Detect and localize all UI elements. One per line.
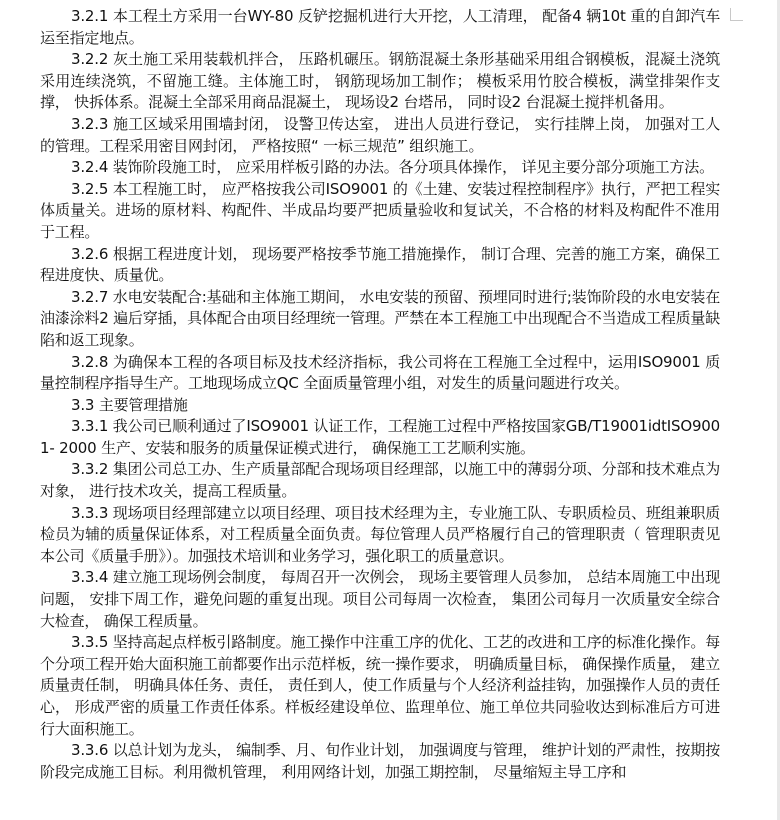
paragraph-3-3-1: 3.3.1 我公司已顺利通过了ISO9001 认证工作，工程施工过程中严格按国家GB/T19001idtISO9001- 2000 生产、安装和服务的质量保证模式进行， 确保施工工艺顺利实施。: [40, 417, 720, 457]
section-heading-3-3: 3.3 主要管理措施: [71, 395, 188, 414]
paragraph-3-2-3: 3.2.3 施工区域采用围墙封闭， 设警卫传达室， 进出人员进行登记， 实行挂牌上岗， 加强对工人的管理。工程采用密目网封闭， 严格按照“ 一标三规范” 组织施工。: [40, 114, 720, 155]
paragraph-3-3-6: 3.3.6 以总计划为龙头， 编制季、月、旬作业计划， 加强调度与管理， 维护计划的严肃性，按期按阶段完成施工目标。利用微机管理， 利用网络计划，加强工期控制， 尽量缩短主导工序和: [40, 741, 720, 781]
paragraph-3-3-4: 3.3.4 建立施工现场例会制度， 每周召开一次例会， 现场主要管理人员参加， 总结本周施工中出现问题， 安排下周工作，避免问题的重复出现。项目公司每周一次检查， 集团公司每月一次质量安全综合大检查， 确保工程质量。: [40, 568, 720, 630]
paragraph-3-3-5: 3.3.5 坚持高起点样板引路制度。施工操作中注重工序的优化、工艺的改进和工序的标准化操作。每个分项工程开始大面积施工前都要作出示范样板，统一操作要求， 明确质量目标， 确保操作质量， 建立质量责任制， 明确具体任务、责任， 责任到人，使工作质量与个人经济利益挂钩，加强操作人员的责任心， 形成严密的质量工作责任体系。样板经建设单位、监理单位、施工单位共同验收达到标准后方可进行大面积施工。: [40, 633, 720, 738]
document-body: [40, 6, 720, 783]
paragraph-3-2-6: 3.2.6 根据工程进度计划， 现场要严格按季节施工措施操作， 制订合理、完善的施工方案，确保工程进度快、质量优。: [40, 244, 720, 285]
paragraph-3-3-3: 3.3.3 现场项目经理部建立以项目经理、项目技术经理为主，专业施工队、专职质检员、班组兼职质检员为辅的质量保证体系，对工程质量全面负责。每位管理人员严格履行自己的管理职责（ 管理职责见本公司《质量手册》）。加强技术培训和业务学习，强化职工的质量意识。: [40, 503, 720, 565]
paragraph-3-2-2: 3.2.2 灰土施工采用装载机拌合， 压路机碾压。钢筋混凝土条形基础采用组合钢模板，混凝土浇筑采用连续浇筑，不留施工缝。主体施工时， 钢筋现场加工制作； 模板采用竹胶合模板，满堂排架作支撑， 快拆体系。混凝土全部采用商品混凝土， 现场设2 台塔吊， 同时设2 台混凝土搅拌机备用。: [40, 50, 720, 112]
paragraph-3-2-1: 3.2.1 本工程土方采用一台WY-80 反铲挖掘机进行大开挖，人工清理， 配备4 辆10t 重的自卸汽车运至指定地点。: [40, 7, 720, 47]
paragraph-3-2-8: 3.2.8 为确保本工程的各项目标及技术经济指标，我公司将在工程施工全过程中，运用ISO9001 质量控制程序指导生产。工地现场成立QC 全面质量管理小组，对发生的质量问题进行攻关。: [40, 352, 720, 393]
page-corner-mark-top: [730, 8, 743, 21]
paragraph-3-3-2: 3.3.2 集团公司总工办、生产质量部配合现场项目经理部，以施工中的薄弱分项、分部和技术难点为对象， 进行技术攻关，提高工程质量。: [40, 460, 720, 501]
paragraph-3-2-4: 3.2.4 装饰阶段施工时， 应采用样板引路的办法。各分项具体操作， 详见主要分部分项施工方法。: [71, 158, 714, 177]
paragraph-3-2-7: 3.2.7 水电安装配合:基础和主体施工期间， 水电安装的预留、预埋同时进行;装饰阶段的水电安装在油漆涂料2 遍后穿插，具体配合由项目经理统一管理。严禁在本工程施工中出现配合不当造成工程质量缺陷和返工现象。: [40, 287, 720, 349]
paragraph-3-2-5: 3.2.5 本工程施工时， 应严格按我公司ISO9001 的《土建、安装过程控制程序》执行，严把工程实体质量关。进场的原材料、构配件、半成品均要严把质量验收和复试关，不合格的材料及构配件不准用于工程。: [40, 179, 720, 241]
